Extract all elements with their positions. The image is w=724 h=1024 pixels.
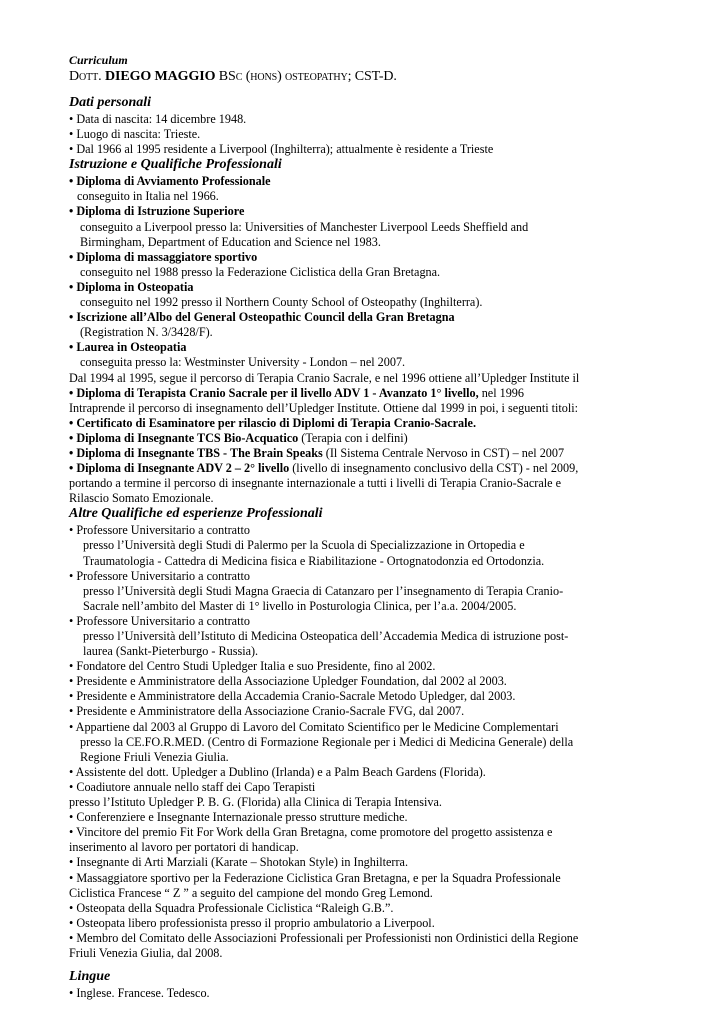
education-item-detail: conseguito a Liverpool presso la: Universities of Manchester Liverpool Leeds Sheffield and <box>80 219 529 234</box>
experience-detail: presso l’Istituto Upledger P. B. G. (Florida) alla Clinica di Terapia Intensiva. <box>69 795 442 810</box>
education-diploma-line <box>69 431 684 446</box>
education-paragraph: portando a termine il percorso di insegnante internazionale a tutti i livelli di Terapia Cranio-Sacrale e <box>69 476 561 491</box>
education-paragraph: Rilascio Somato Emozionale. <box>69 491 214 506</box>
education-item-title: • Certificato di Esaminatore per rilascio di Diplomi di Terapia Cranio-Sacrale. <box>69 415 476 430</box>
experience-item: • Osteopata della Squadra Professionale Ciclistica “Raleigh G.B.”. <box>69 900 394 915</box>
document-caption: Curriculum <box>69 53 128 67</box>
experience-item: • Coadiutore annuale nello staff dei Capo Terapisti <box>69 779 316 794</box>
experience-detail: Sacrale nell’ambito del Master di 1° livello in Posturologia Clinica, per l’a.a. 2004/2005. <box>83 598 517 613</box>
person-name-line <box>69 67 684 86</box>
name-prefix: Dott. <box>69 69 102 84</box>
experience-detail: Regione Friuli Venezia Giulia. <box>80 749 229 764</box>
education-diploma-line <box>69 461 684 476</box>
diploma-title: • Diploma di Insegnante TCS Bio-Acquatico <box>69 430 299 445</box>
education-item-detail: conseguito nel 1992 presso il Northern County School of Osteopathy (Inghilterra). <box>80 295 483 310</box>
diploma-detail: (Terapia con i delfini) <box>298 430 408 445</box>
experience-item: • Vincitore del premio Fit For Work della Gran Bretagna, come promotore del progetto assistenza e <box>69 825 553 840</box>
name-suffix: BSc (hons) osteopathy; CST-D. <box>218 69 397 84</box>
section-title-experience: Altre Qualifiche ed esperienze Professionali <box>69 506 323 522</box>
education-item-title: • Diploma in Osteopatia <box>69 279 194 294</box>
education-diploma-line <box>69 386 684 401</box>
experience-item: • Presidente e Amministratore della Associazione Cranio-Sacrale FVG, dal 2007. <box>69 704 465 719</box>
education-item-detail: conseguito nel 1988 presso la Federazione Ciclistica della Gran Bretagna. <box>80 264 441 279</box>
personal-line: • Luogo di nascita: Trieste. <box>69 127 201 142</box>
experience-item: • Presidente e Amministratore della Accademia Cranio-Sacrale Metodo Upledger, dal 2003. <box>69 689 516 704</box>
experience-item: • Appartiene dal 2003 al Gruppo di Lavoro del Comitato Scientifico per le Medicine Complementari <box>69 719 559 734</box>
diploma-detail: (Il Sistema Centrale Nervoso in CST) – nel 2007 <box>322 445 565 460</box>
diploma-detail: nel 1996 <box>478 385 524 400</box>
education-paragraph: Dal 1994 al 1995, segue il percorso di Terapia Cranio Sacrale, e nel 1996 ottiene all’Upledger Institute il <box>69 370 580 385</box>
experience-item: • Assistente del dott. Upledger a Dublino (Irlanda) e a Palm Beach Gardens (Florida). <box>69 764 486 779</box>
education-item-title: • Diploma di massaggiatore sportivo <box>69 249 258 264</box>
section-title-languages: Lingue <box>69 969 111 985</box>
experience-detail: presso l’Università degli Studi Magna Graecia di Catanzaro per l’insegnamento di Terapia Cranio- <box>83 583 564 598</box>
experience-detail: presso la CE.FO.R.MED. (Centro di Formazione Regionale per i Medici di Medicina Generale) della <box>80 734 574 749</box>
experience-item: • Presidente e Amministratore della Associazione Upledger Foundation, dal 2002 al 2003. <box>69 674 507 689</box>
education-item-title: • Diploma di Istruzione Superiore <box>69 204 245 219</box>
section-title-education: Istruzione e Qualifiche Professionali <box>69 157 282 173</box>
education-paragraph: Intraprende il percorso di insegnamento dell’Upledger Institute. Ottiene dal 1999 in poi, i seguenti titoli: <box>69 400 579 415</box>
education-item-detail: conseguita presso la: Westminster University - London – nel 2007. <box>80 355 406 370</box>
experience-item: • Fondatore del Centro Studi Upledger Italia e suo Presidente, fino al 2002. <box>69 659 436 674</box>
education-item-title: • Iscrizione all’Albo del General Osteopathic Council della Gran Bretagna <box>69 310 455 325</box>
person-name: DIEGO MAGGIO <box>104 69 216 84</box>
diploma-title: • Diploma di Insegnante TBS - The Brain Speaks <box>69 445 323 460</box>
diploma-detail: (livello di insegnamento conclusivo della CST) - nel 2009, <box>289 461 579 476</box>
education-item-title: • Diploma di Avviamento Professionale <box>69 174 271 189</box>
experience-item: • Insegnante di Arti Marziali (Karate – Shotokan Style) in Inghilterra. <box>69 855 408 870</box>
experience-detail: inserimento al lavoro per portatori di handicap. <box>69 840 299 855</box>
experience-item: • Professore Universitario a contratto <box>69 568 250 583</box>
experience-item: • Massaggiatore sportivo per la Federazione Ciclistica Gran Bretagna, e per la Squadra Professionale <box>69 870 561 885</box>
experience-detail: Friuli Venezia Giulia, dal 2008. <box>69 945 223 960</box>
experience-item: • Conferenziere e Insegnante Internazionale presso strutture mediche. <box>69 810 408 825</box>
diploma-title: • Diploma di Insegnante ADV 2 – 2° livello <box>69 461 290 476</box>
education-diploma-line <box>69 446 684 461</box>
diploma-title: • Diploma di Terapista Cranio Sacrale per il livello ADV 1 - Avanzato 1° livello, <box>69 385 479 400</box>
experience-detail: presso l’Università degli Studi di Palermo per la Scuola di Specializzazione in Ortopedia e <box>83 538 525 553</box>
experience-item: • Professore Universitario a contratto <box>69 523 250 538</box>
education-item-detail: (Registration N. 3/3428/F). <box>80 325 213 340</box>
personal-line: • Dal 1966 al 1995 residente a Liverpool (Inghilterra); attualmente è residente a Trieste <box>69 142 494 157</box>
experience-detail: laurea (Sankt-Pieterburgo - Russia). <box>83 644 259 659</box>
personal-line: • Data di nascita: 14 dicembre 1948. <box>69 112 247 126</box>
experience-item: • Membro del Comitato delle Associazioni Professionali per Professionisti non Ordinistici della Regione <box>69 930 579 945</box>
experience-detail: presso l’Università dell’Istituto di Medicina Osteopatica dell’Accademia Medica di istruzione post- <box>83 629 569 643</box>
section-title-personal: Dati personali <box>69 95 152 110</box>
experience-item: • Professore Universitario a contratto <box>69 613 250 628</box>
education-item-detail: Birmingham, Department of Education and Science nel 1983. <box>80 234 381 249</box>
languages-line: • Inglese. Francese. Tedesco. <box>69 986 210 1001</box>
experience-detail: Ciclistica Francese “ Z ” a seguito del campione del mondo Greg Lemond. <box>69 885 433 900</box>
experience-item: • Osteopata libero professionista presso il proprio ambulatorio a Liverpool. <box>69 915 435 930</box>
experience-detail: Traumatologia - Cattedra di Medicina fisica e Riabilitazione - Ortognatodonzia ed Ortodonzia. <box>83 553 545 568</box>
education-item-title: • Laurea in Osteopatia <box>69 340 187 355</box>
education-item-detail: conseguito in Italia nel 1966. <box>77 189 219 204</box>
